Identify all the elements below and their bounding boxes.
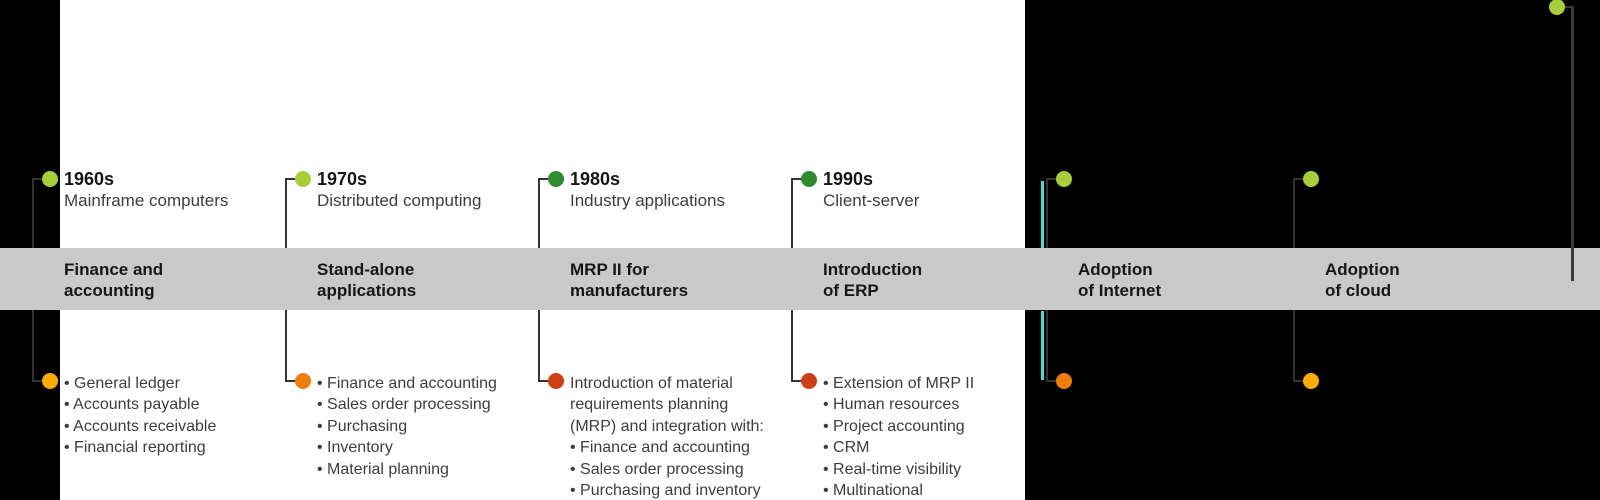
connector-line (1046, 178, 1048, 248)
band-label-line: MRP II for (570, 260, 650, 279)
detail-marker-dot (1056, 373, 1072, 389)
connector-line (791, 178, 793, 248)
band-label-line: manufacturers (570, 281, 689, 300)
timeline-item: • Accounts payable (64, 396, 200, 414)
connector-line (1293, 178, 1295, 248)
band-label-line: Stand-alone (317, 260, 415, 279)
decade-subtitle: Client-server (823, 191, 920, 210)
band-label-line: of ERP (823, 281, 879, 300)
band-label-line: of Internet (1078, 281, 1162, 300)
decade-marker-dot (548, 171, 564, 187)
timeline-item: (MRP) and integration with: (570, 417, 764, 435)
timeline-item: • Human resources (823, 396, 960, 414)
connector-line (285, 178, 287, 248)
timeline-item: • Finance and accounting (570, 439, 750, 457)
detail-marker-dot (295, 373, 311, 389)
connector-line (538, 310, 540, 382)
connector-line (1571, 6, 1574, 281)
connector-line (538, 178, 540, 248)
timeline-item: • Sales order processing (570, 460, 744, 478)
decade-subtitle: Distributed computing (317, 191, 482, 210)
decade-marker-dot (1303, 171, 1319, 187)
decade-subtitle: Industry applications (570, 191, 725, 210)
timeline-item: • Real-time visibility (823, 460, 962, 478)
timeline-item: • Purchasing and inventory (570, 482, 761, 500)
timeline-item: • Sales order processing (317, 396, 491, 414)
timeline-item: • Multinational (823, 482, 923, 500)
decade-marker-dot (295, 171, 311, 187)
decade-label: 1980s (570, 169, 621, 189)
decade-label: 1960s (64, 169, 115, 189)
band-label-line: accounting (64, 281, 155, 300)
decade-marker-dot (42, 171, 58, 187)
accent-line (1041, 181, 1044, 248)
band-label-line: Finance and (64, 260, 164, 279)
timeline-item: • CRM (823, 439, 870, 457)
timeline-item: • Inventory (317, 439, 393, 457)
band-label (64, 259, 163, 301)
decade-subtitle: Mainframe computers (64, 191, 229, 210)
timeline-item: • Project accounting (823, 417, 965, 435)
band-label (570, 259, 688, 301)
connector-line (791, 310, 793, 382)
timeline-item-list (64, 373, 216, 459)
timeline-item: • Material planning (317, 460, 449, 478)
connector-line (1293, 310, 1295, 382)
timeline-item: • Financial reporting (64, 439, 206, 457)
timeline-item: • Accounts receivable (64, 417, 217, 435)
band-label-line: Introduction (823, 260, 923, 279)
band-label-line: Adoption (1078, 260, 1153, 279)
decade-label: 1970s (317, 169, 368, 189)
detail-marker-dot (1303, 373, 1319, 389)
timeline-item: Introduction of material (570, 375, 733, 392)
accent-line (1041, 311, 1044, 380)
timeline-item: • General ledger (64, 375, 180, 392)
decade-marker-dot (1056, 171, 1072, 187)
band-label-line: Adoption (1325, 260, 1400, 279)
detail-marker-dot (801, 373, 817, 389)
band-label (823, 259, 922, 301)
connector-line (1046, 310, 1048, 382)
band-label (317, 259, 416, 301)
timeline-item: requirements planning (570, 396, 729, 414)
detail-marker-dot (42, 373, 58, 389)
decade-marker-dot (801, 171, 817, 187)
timeline-item-list (317, 373, 497, 480)
band-label-line: of cloud (1325, 281, 1392, 300)
connector-line (32, 310, 34, 382)
band-label-line: applications (317, 281, 417, 300)
timeline-item: • Extension of MRP II (823, 375, 975, 392)
detail-marker-dot (548, 373, 564, 389)
timeline-item: • Purchasing (317, 417, 408, 435)
connector-line (32, 178, 34, 248)
timeline-item: • Finance and accounting (317, 375, 497, 392)
band-label (1325, 259, 1400, 301)
connector-line (285, 310, 287, 382)
decade-label: 1990s (823, 169, 874, 189)
timeline-item-list (823, 373, 974, 500)
timeline-item-list (570, 373, 764, 500)
band-label (1078, 259, 1161, 301)
